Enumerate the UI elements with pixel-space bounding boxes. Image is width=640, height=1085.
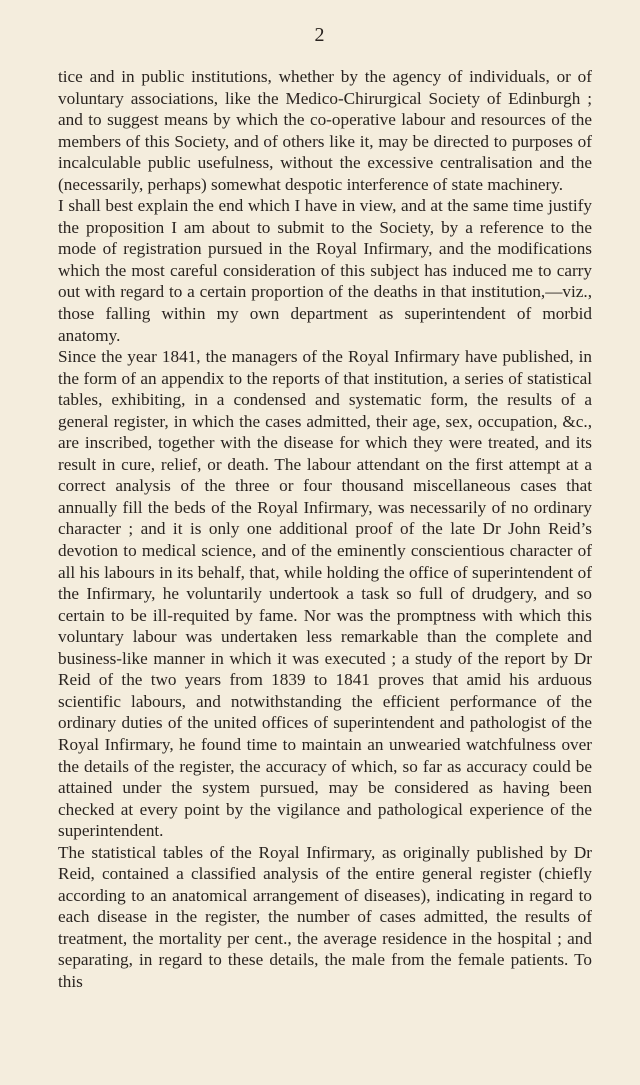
paragraph-3: Since the year 1841, the managers of the Royal Infirmary have published, in the form of an appendix to the reports of that institution, a series of statistical tables, exhibiting, in a condensed and systematic form, the results of a general register, in which the cases admitted, their age, sex, occupation, &c., are inscribed, together with the disease for which they were treated, and its result in cure, relief, or death. The labour attendant on the first attempt at a correct analysis of the three or four thousand miscellaneous cases that annually fill the beds of the Royal Infirmary, was necessarily of no ordinary character ; and it is only one additional proof of the late Dr John Reid’s devotion to medical science, and of the eminently conscientious character of all his labours in its behalf, that, while holding the office of superintendent of the Infirmary, he voluntarily undertook a task so full of drudgery, and so certain to be ill-requited by fame. Nor was the promptness with which this voluntary labour was undertaken less remarkable than the complete and business-like manner in which it was executed ; a study of the report by Dr Reid of the two years from 1839 to 1841 proves that amid his arduous scientific labours, and notwithstanding the efficient performance of the ordinary duties of the united offices of superintendent and pathologist of the Royal Infirmary, he found time to maintain an unwearied watchfulness over the details of the register, the accuracy of which, so far as accuracy could be attained under the system pursued, may be considered as having been checked at every point by the vigilance and pathological experience of the superintendent. xyxy=(58,347,592,841)
body-text xyxy=(58,66,592,993)
paragraph-2: I shall best explain the end which I have in view, and at the same time justify the proposition I am about to submit to the Society, by a reference to the mode of registration pursued in the Royal Infirmary, and the modifications which the most careful consideration of this subject has induced me to carry out with regard to a certain proportion of the deaths in that institution,—viz., those falling within my own department as superintendent of morbid anatomy. xyxy=(58,196,592,345)
page-number: 2 xyxy=(314,24,326,46)
paragraph-1: tice and in public institutions, whether by the agency of individuals, or of voluntary associations, like the Medico-Chirurgical Society of Edinburgh ; and to suggest means by which the co-operative labour and resources of the members of this Society, and of others like it, may be directed to purposes of incalculable public usefulness, without the excessive centralisation and the (necessarily, perhaps) somewhat despotic interference of state machinery. xyxy=(58,67,592,194)
paragraph-4: The statistical tables of the Royal Infirmary, as originally published by Dr Reid, contained a classified analysis of the entire general register (chiefly according to an anatomical arrangement of diseases), indicating in regard to each disease in the register, the number of cases admitted, the results of treatment, the mortality per cent., the average residence in the hospital ; and separating, in regard to these details, the male from the female patients. To this xyxy=(58,842,592,991)
